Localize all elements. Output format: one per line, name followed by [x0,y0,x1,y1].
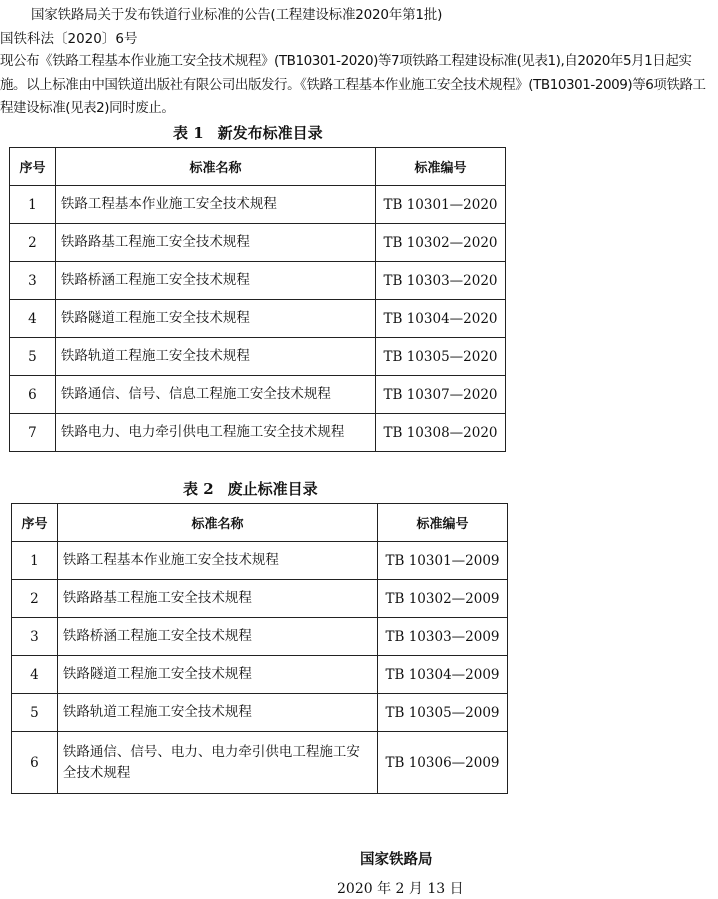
cell-name: 铁路隧道工程施工安全技术规程 [55,300,375,338]
cell-seq: 1 [10,186,56,224]
cell-name: 铁路轨道工程施工安全技术规程 [55,338,375,376]
cell-code: TB 10308—2020 [376,414,506,452]
table-row [12,732,508,794]
cell-name: 铁路桥涵工程施工安全技术规程 [57,618,377,656]
cell-name: 铁路轨道工程施工安全技术规程 [57,694,377,732]
cell-code: TB 10305—2020 [376,338,506,376]
new-standards-table [9,147,506,452]
cell-seq: 3 [10,262,56,300]
cell-seq: 5 [12,694,58,732]
table-row [10,262,506,300]
cell-name: 铁路通信、信号、电力、电力牵引供电工程施工安全技术规程 [57,732,377,794]
cell-name: 铁路路基工程施工安全技术规程 [55,224,375,262]
table-row [12,656,508,694]
cell-seq: 2 [12,580,58,618]
issuer-signature: 国家铁路局 [360,852,433,868]
table1-caption-text: 新发布标准目录 [217,124,323,142]
table-row [10,300,506,338]
cell-code: TB 10304—2020 [376,300,506,338]
cell-seq: 4 [10,300,56,338]
table2-caption [183,478,318,499]
table2-caption-number: 表 2 [183,480,214,498]
cell-code: TB 10307—2020 [376,376,506,414]
cell-code: TB 10302—2020 [376,224,506,262]
notice-body: 现公布《铁路工程基本作业施工安全技术规程》(TB10301-2020)等7项铁路工程建设标准(见表1),自2020年5月1日起实施。以上标准由中国铁道出版社有限公司出版发行。《铁路工程基本作业施工安全技术规程》(TB10301-2009)等6项铁路工程建设标准(见表2)同时废止。 [0,53,706,116]
table1-caption-number: 表 1 [173,124,204,142]
cell-seq: 2 [10,224,56,262]
cell-code: TB 10301—2009 [378,542,508,580]
cell-code: TB 10303—2009 [378,618,508,656]
cell-seq: 6 [12,732,58,794]
header-name: 标准名称 [57,504,377,542]
cell-code: TB 10303—2020 [376,262,506,300]
table-row [10,414,506,452]
header-seq: 序号 [10,148,56,186]
cell-seq: 4 [12,656,58,694]
cell-seq: 6 [10,376,56,414]
header-seq: 序号 [12,504,58,542]
cell-name: 铁路桥涵工程施工安全技术规程 [55,262,375,300]
cell-seq: 5 [10,338,56,376]
cell-code: TB 10304—2009 [378,656,508,694]
table-header-row [10,148,506,186]
cell-code: TB 10306—2009 [378,732,508,794]
cell-code: TB 10302—2009 [378,580,508,618]
cell-code: TB 10305—2009 [378,694,508,732]
table-header-row [12,504,508,542]
table-row [10,224,506,262]
issue-date: 2020 年 2 月 13 日 [337,881,464,897]
notice-title: 国家铁路局关于发布铁道行业标准的公告(工程建设标准2020年第1批) [31,7,443,23]
abolished-standards-table [11,503,508,794]
header-code: 标准编号 [378,504,508,542]
header-code: 标准编号 [376,148,506,186]
table-row [10,186,506,224]
table-row [10,376,506,414]
table-row [12,580,508,618]
table2-caption-text: 废止标准目录 [227,480,318,498]
cell-name: 铁路通信、信号、信息工程施工安全技术规程 [55,376,375,414]
table1-caption [173,122,323,143]
header-name: 标准名称 [55,148,375,186]
cell-seq: 7 [10,414,56,452]
cell-name: 铁路隧道工程施工安全技术规程 [57,656,377,694]
cell-name: 铁路工程基本作业施工安全技术规程 [57,542,377,580]
table-row [12,694,508,732]
cell-seq: 1 [12,542,58,580]
document-number: 国铁科法〔2020〕6号 [0,31,138,47]
cell-seq: 3 [12,618,58,656]
cell-name: 铁路工程基本作业施工安全技术规程 [55,186,375,224]
cell-name: 铁路电力、电力牵引供电工程施工安全技术规程 [55,414,375,452]
table-row [12,542,508,580]
cell-code: TB 10301—2020 [376,186,506,224]
table-row [12,618,508,656]
cell-name: 铁路路基工程施工安全技术规程 [57,580,377,618]
table-row [10,338,506,376]
